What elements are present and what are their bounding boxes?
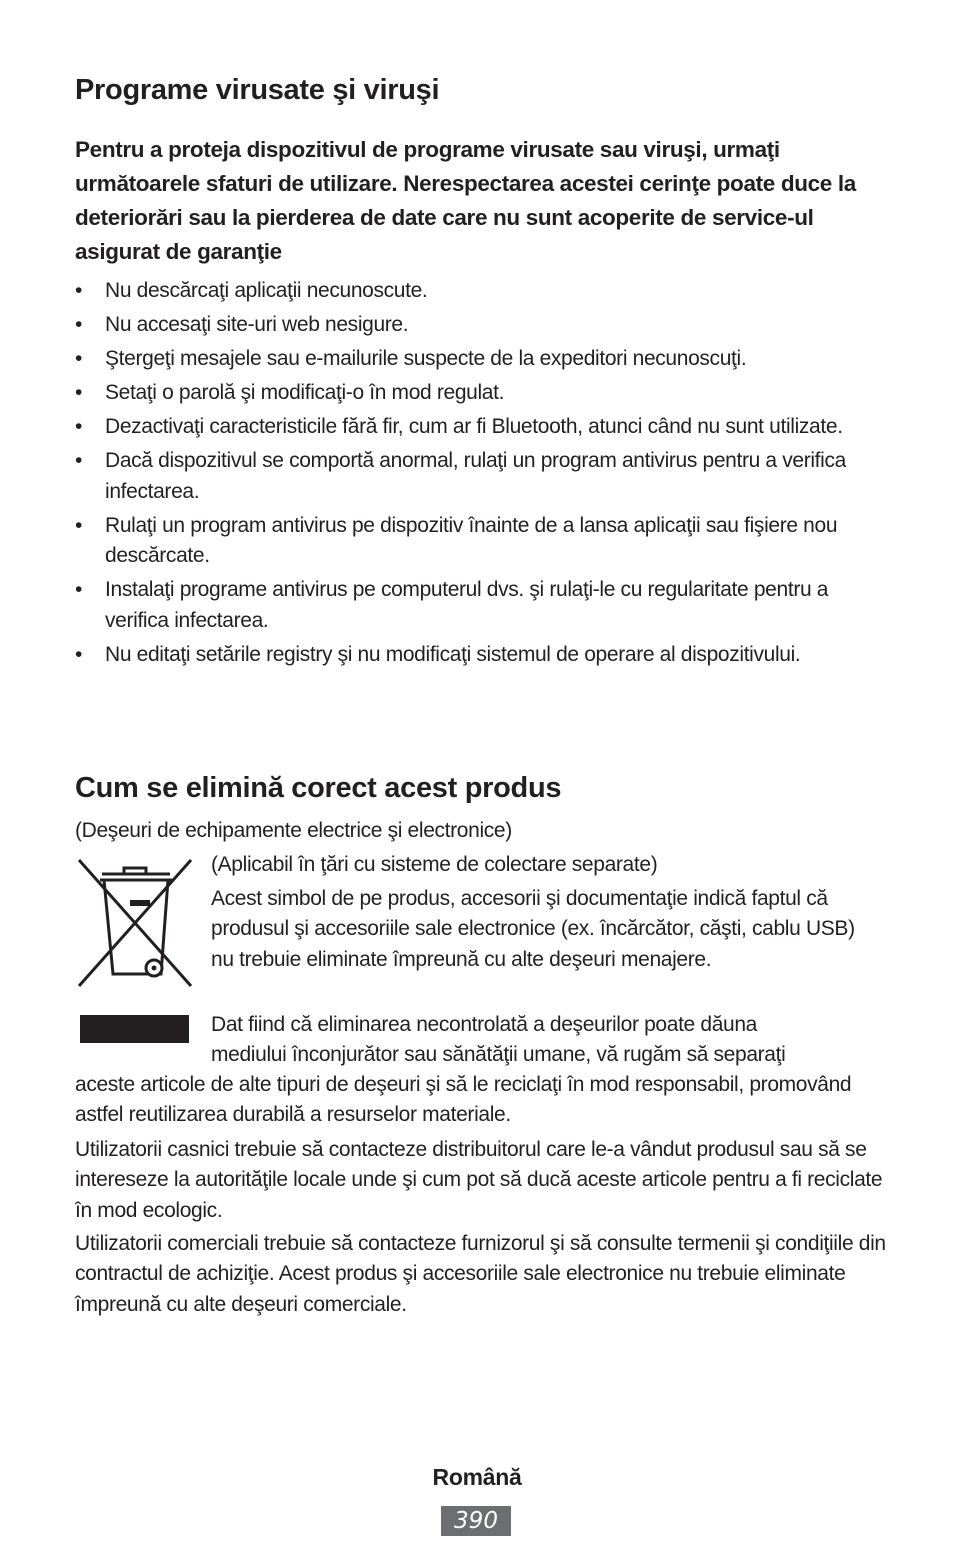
list-item — [75, 344, 895, 375]
section-title-disposal: Cum se elimină corect acest produs — [75, 772, 562, 804]
list-item — [75, 640, 895, 671]
bullet-icon: • — [75, 513, 83, 537]
disposal-line-2: mediului înconjurător sau sănătăţii umane, vă rugăm să separaţi — [211, 1043, 786, 1066]
crossed-out-wheelie-bin-icon — [74, 854, 196, 989]
list-item-text: Rulaţi un program antivirus pe dispozitiv înainte de a lansa aplicaţii sau fişiere nou descărcate. — [105, 513, 838, 567]
list-item-text: Dacă dispozitivul se comportă anormal, rulaţi un program antivirus pentru a verifica infectarea. — [105, 449, 846, 503]
intro-paragraph: Pentru a proteja dispozitivul de programe virusate sau viruşi, urmaţi următoarele sfaturi de utilizare. Nerespectarea acestei cerinţe poate duce la deteriorări sau la pierderea de date care nu sunt acoperite de service-ul asigurat de garanţie — [75, 137, 856, 264]
bullet-icon: • — [75, 642, 83, 666]
household-users-paragraph: Utilizatorii casnici trebuie să contacteze distribuitorul care le-a vândut produsul sau să se intereseze la autorităţile locale unde şi cum pot să ducă aceste articole pentru a fi reciclate în mod ecologic. — [75, 1138, 883, 1222]
list-item — [75, 412, 895, 443]
disposal-continuation: aceste articole de alte tipuri de deşeuri şi să le reciclaţi în mod responsabil, promovând astfel reutilizarea durabilă a resurselor materiale. — [75, 1073, 852, 1127]
business-users-paragraph: Utilizatorii comerciali trebuie să contacteze furnizorul şi să consulte termenii şi condiţiile din contractul de achiziţie. Acest produs şi accesoriile sale electronice nu trebuie eliminate împreună cu alte deşeuri comerciale. — [75, 1232, 886, 1316]
list-item-text: Ştergeţi mesajele sau e-mailurile suspecte de la expeditori necunoscuţi. — [105, 347, 747, 370]
list-item-text: Nu editaţi setările registry şi nu modificaţi sistemul de operare al dispozitivului. — [105, 642, 801, 666]
list-item — [75, 511, 895, 572]
list-item-text: Nu accesaţi site-uri web nesigure. — [105, 313, 409, 336]
list-item — [75, 575, 895, 636]
bullet-icon: • — [75, 347, 83, 370]
list-item-text: Nu descărcaţi aplicaţii necunoscute. — [105, 279, 428, 302]
bullet-icon: • — [75, 415, 83, 438]
disposal-line-1: Dat fiind că eliminarea necontrolată a deşeurilor poate dăuna — [211, 1013, 758, 1036]
bullet-icon: • — [75, 313, 83, 336]
applicable-note: (Aplicabil în ţări cu sisteme de colectare separate) — [211, 853, 658, 876]
advice-list — [75, 276, 895, 674]
symbol-explanation: Acest simbol de pe produs, accesorii şi documentaţie indică faptul că produsul şi accesoriile sale electronice (ex. încărcător, căşti, cablu USB) nu trebuie eliminate împreună cu alte deşeuri menajere. — [211, 887, 855, 971]
footer-language: Română — [432, 1464, 522, 1490]
list-item — [75, 310, 895, 341]
page-number: 390 — [441, 1506, 511, 1536]
bullet-icon: • — [75, 449, 83, 472]
list-item-text: Setaţi o parolă şi modificaţi-o în mod regulat. — [105, 381, 505, 404]
list-item — [75, 276, 895, 307]
bullet-icon: • — [75, 578, 83, 601]
list-item — [75, 378, 895, 409]
bullet-icon: • — [75, 381, 83, 404]
list-item — [75, 446, 895, 507]
section-title-viruses: Programe virusate şi viruşi — [75, 74, 440, 106]
bullet-icon: • — [75, 279, 83, 302]
list-item-text: Instalaţi programe antivirus pe computerul dvs. şi rulaţi-le cu regularitate pentru a verifica infectarea. — [105, 578, 829, 632]
weee-black-bar — [80, 1015, 189, 1043]
weee-subtitle: (Deşeuri de echipamente electrice şi electronice) — [75, 819, 512, 842]
list-item-text: Dezactivaţi caracteristicile fără fir, cum ar fi Bluetooth, atunci când nu sunt utilizate. — [105, 415, 843, 438]
